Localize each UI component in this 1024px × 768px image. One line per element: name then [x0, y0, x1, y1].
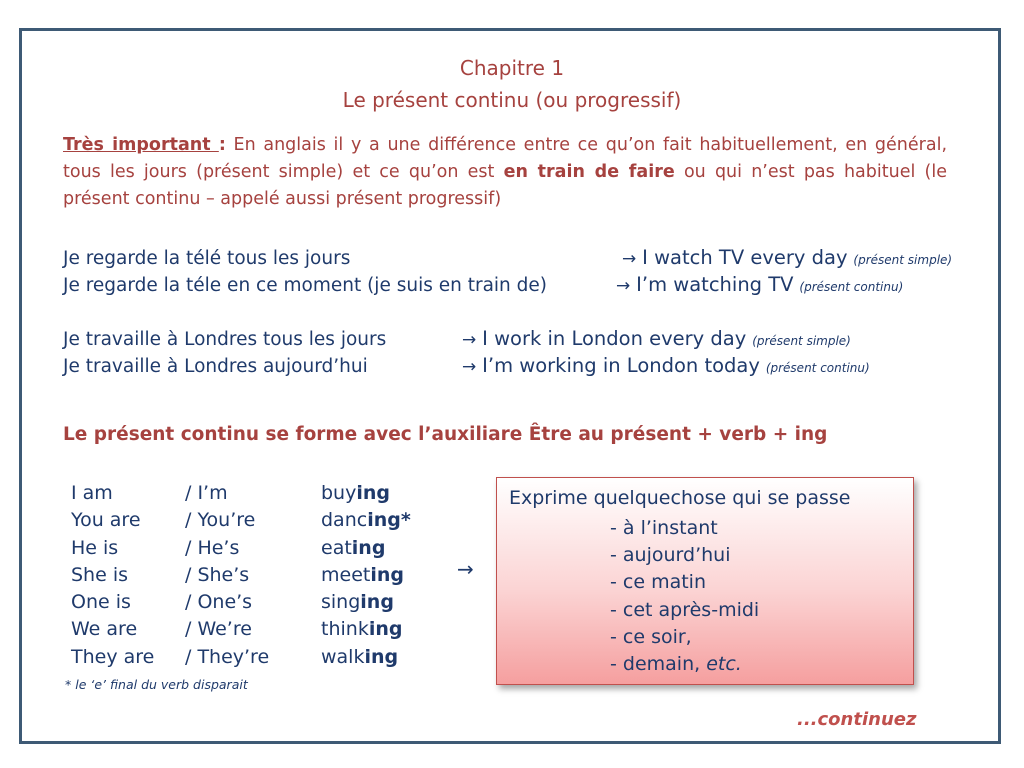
- verb-form: [321, 589, 394, 616]
- intro-text-2: ou qui n’est pas habituel (le présent continu – appelé aussi présent progressif): [63, 162, 947, 209]
- verb-form: [321, 616, 402, 643]
- usage-list: [610, 515, 759, 678]
- example-translation-3: [462, 327, 851, 350]
- example-fr-4: Je travaille à Londres aujourd’hui: [63, 356, 368, 377]
- contraction: / You’re: [185, 509, 256, 532]
- example-row-2: [63, 275, 547, 296]
- example-translation-2: [616, 273, 903, 296]
- pronoun: We are: [71, 618, 138, 641]
- list-item: - ce soir,: [610, 625, 692, 648]
- verb-stem: sing: [321, 591, 361, 614]
- chapter-subtitle: Le présent continu (ou progressif): [342, 88, 682, 112]
- list-item: - aujourd’hui: [610, 544, 731, 567]
- example-row-1: [63, 248, 350, 269]
- pronoun: One is: [71, 591, 131, 614]
- pronoun: I am: [71, 482, 113, 504]
- list-item: - ce matin: [610, 571, 706, 594]
- pronoun: You are: [71, 509, 141, 532]
- verb-stem: walk: [321, 645, 365, 668]
- verb-suffix: ing: [370, 563, 404, 586]
- example-en-2: I’m watching TV: [636, 273, 794, 296]
- verb-form: [321, 507, 411, 534]
- formation-rule: Le présent continu se forme avec l’auxiliare Être au présent + verb + ing: [63, 424, 828, 445]
- chapter-title: Chapitre 1: [459, 56, 565, 80]
- list-item-etc: etc.: [706, 652, 742, 675]
- intro-paragraph: [63, 132, 947, 213]
- list-item: [610, 651, 759, 678]
- contraction: / They’re: [185, 645, 270, 668]
- verb-suffix: ing: [360, 591, 394, 614]
- contraction: / We’re: [185, 618, 252, 641]
- intro-lead: Très important: [63, 135, 219, 155]
- contraction: / She’s: [185, 563, 250, 586]
- intro-text-1: En anglais il y a une différence entre ce qu’on fait habituellement, en général, tous les jours (présent simple) et ce qu’on est: [63, 135, 948, 182]
- example-fr-2: Je regarde la téle en ce moment (je suis en train de): [63, 275, 547, 296]
- example-note-2: (présent continu): [799, 280, 904, 294]
- continue-label: ...continuez: [797, 709, 917, 730]
- verb-suffix: ing: [368, 618, 403, 641]
- example-en-1: I watch TV every day: [642, 246, 848, 269]
- arrow-icon: →: [462, 330, 477, 350]
- verb-suffix: ing: [364, 645, 399, 668]
- verb-form: [321, 644, 398, 671]
- example-translation-4: [462, 354, 870, 377]
- contraction: / One’s: [185, 591, 253, 614]
- verb-suffix: ing*: [367, 509, 411, 532]
- example-fr-1: Je regarde la télé tous les jours: [63, 248, 351, 269]
- arrow-icon: →: [622, 249, 637, 269]
- footnote: * le ‘e’ final du verb disparait: [65, 677, 248, 692]
- verb-suffix: ing: [356, 482, 390, 504]
- list-item: - à l’instant: [610, 517, 718, 539]
- arrow-icon: →: [462, 357, 477, 377]
- arrow-icon: →: [616, 276, 631, 296]
- example-note-4: (présent continu): [765, 361, 870, 375]
- example-en-3: I work in London every day: [482, 327, 747, 350]
- example-note-3: (présent simple): [752, 334, 851, 348]
- contraction: / He’s: [185, 536, 240, 559]
- example-en-4: I’m working in London today: [482, 354, 760, 377]
- intro-bold: en train de faire: [503, 162, 675, 182]
- verb-form: [321, 535, 385, 562]
- example-row-4: [63, 356, 368, 377]
- contraction: / I’m: [185, 482, 228, 504]
- verb-form: [321, 480, 390, 507]
- arrow-right-icon: →: [457, 557, 474, 581]
- example-note-1: (présent simple): [853, 253, 953, 267]
- pronoun: She is: [71, 563, 129, 586]
- verb-stem: eat: [321, 536, 352, 559]
- intro-colon: :: [218, 135, 226, 155]
- example-fr-3: Je travaille à Londres tous les jours: [63, 329, 387, 350]
- verb-suffix: ing: [351, 536, 386, 559]
- verb-stem: think: [321, 618, 369, 641]
- verb-form: [321, 562, 404, 589]
- verb-stem: danc: [321, 509, 368, 532]
- pronoun: They are: [71, 645, 155, 668]
- pronoun: He is: [71, 536, 119, 559]
- usage-heading: Exprime quelquechose qui se passe: [509, 487, 851, 509]
- list-item: - cet après-midi: [610, 598, 760, 621]
- list-item-prefix: - demain,: [610, 652, 707, 675]
- verb-stem: meet: [321, 563, 371, 586]
- verb-stem: buy: [321, 482, 357, 504]
- example-row-3: [63, 329, 386, 350]
- usage-box: [496, 477, 914, 685]
- example-translation-1: [622, 246, 952, 269]
